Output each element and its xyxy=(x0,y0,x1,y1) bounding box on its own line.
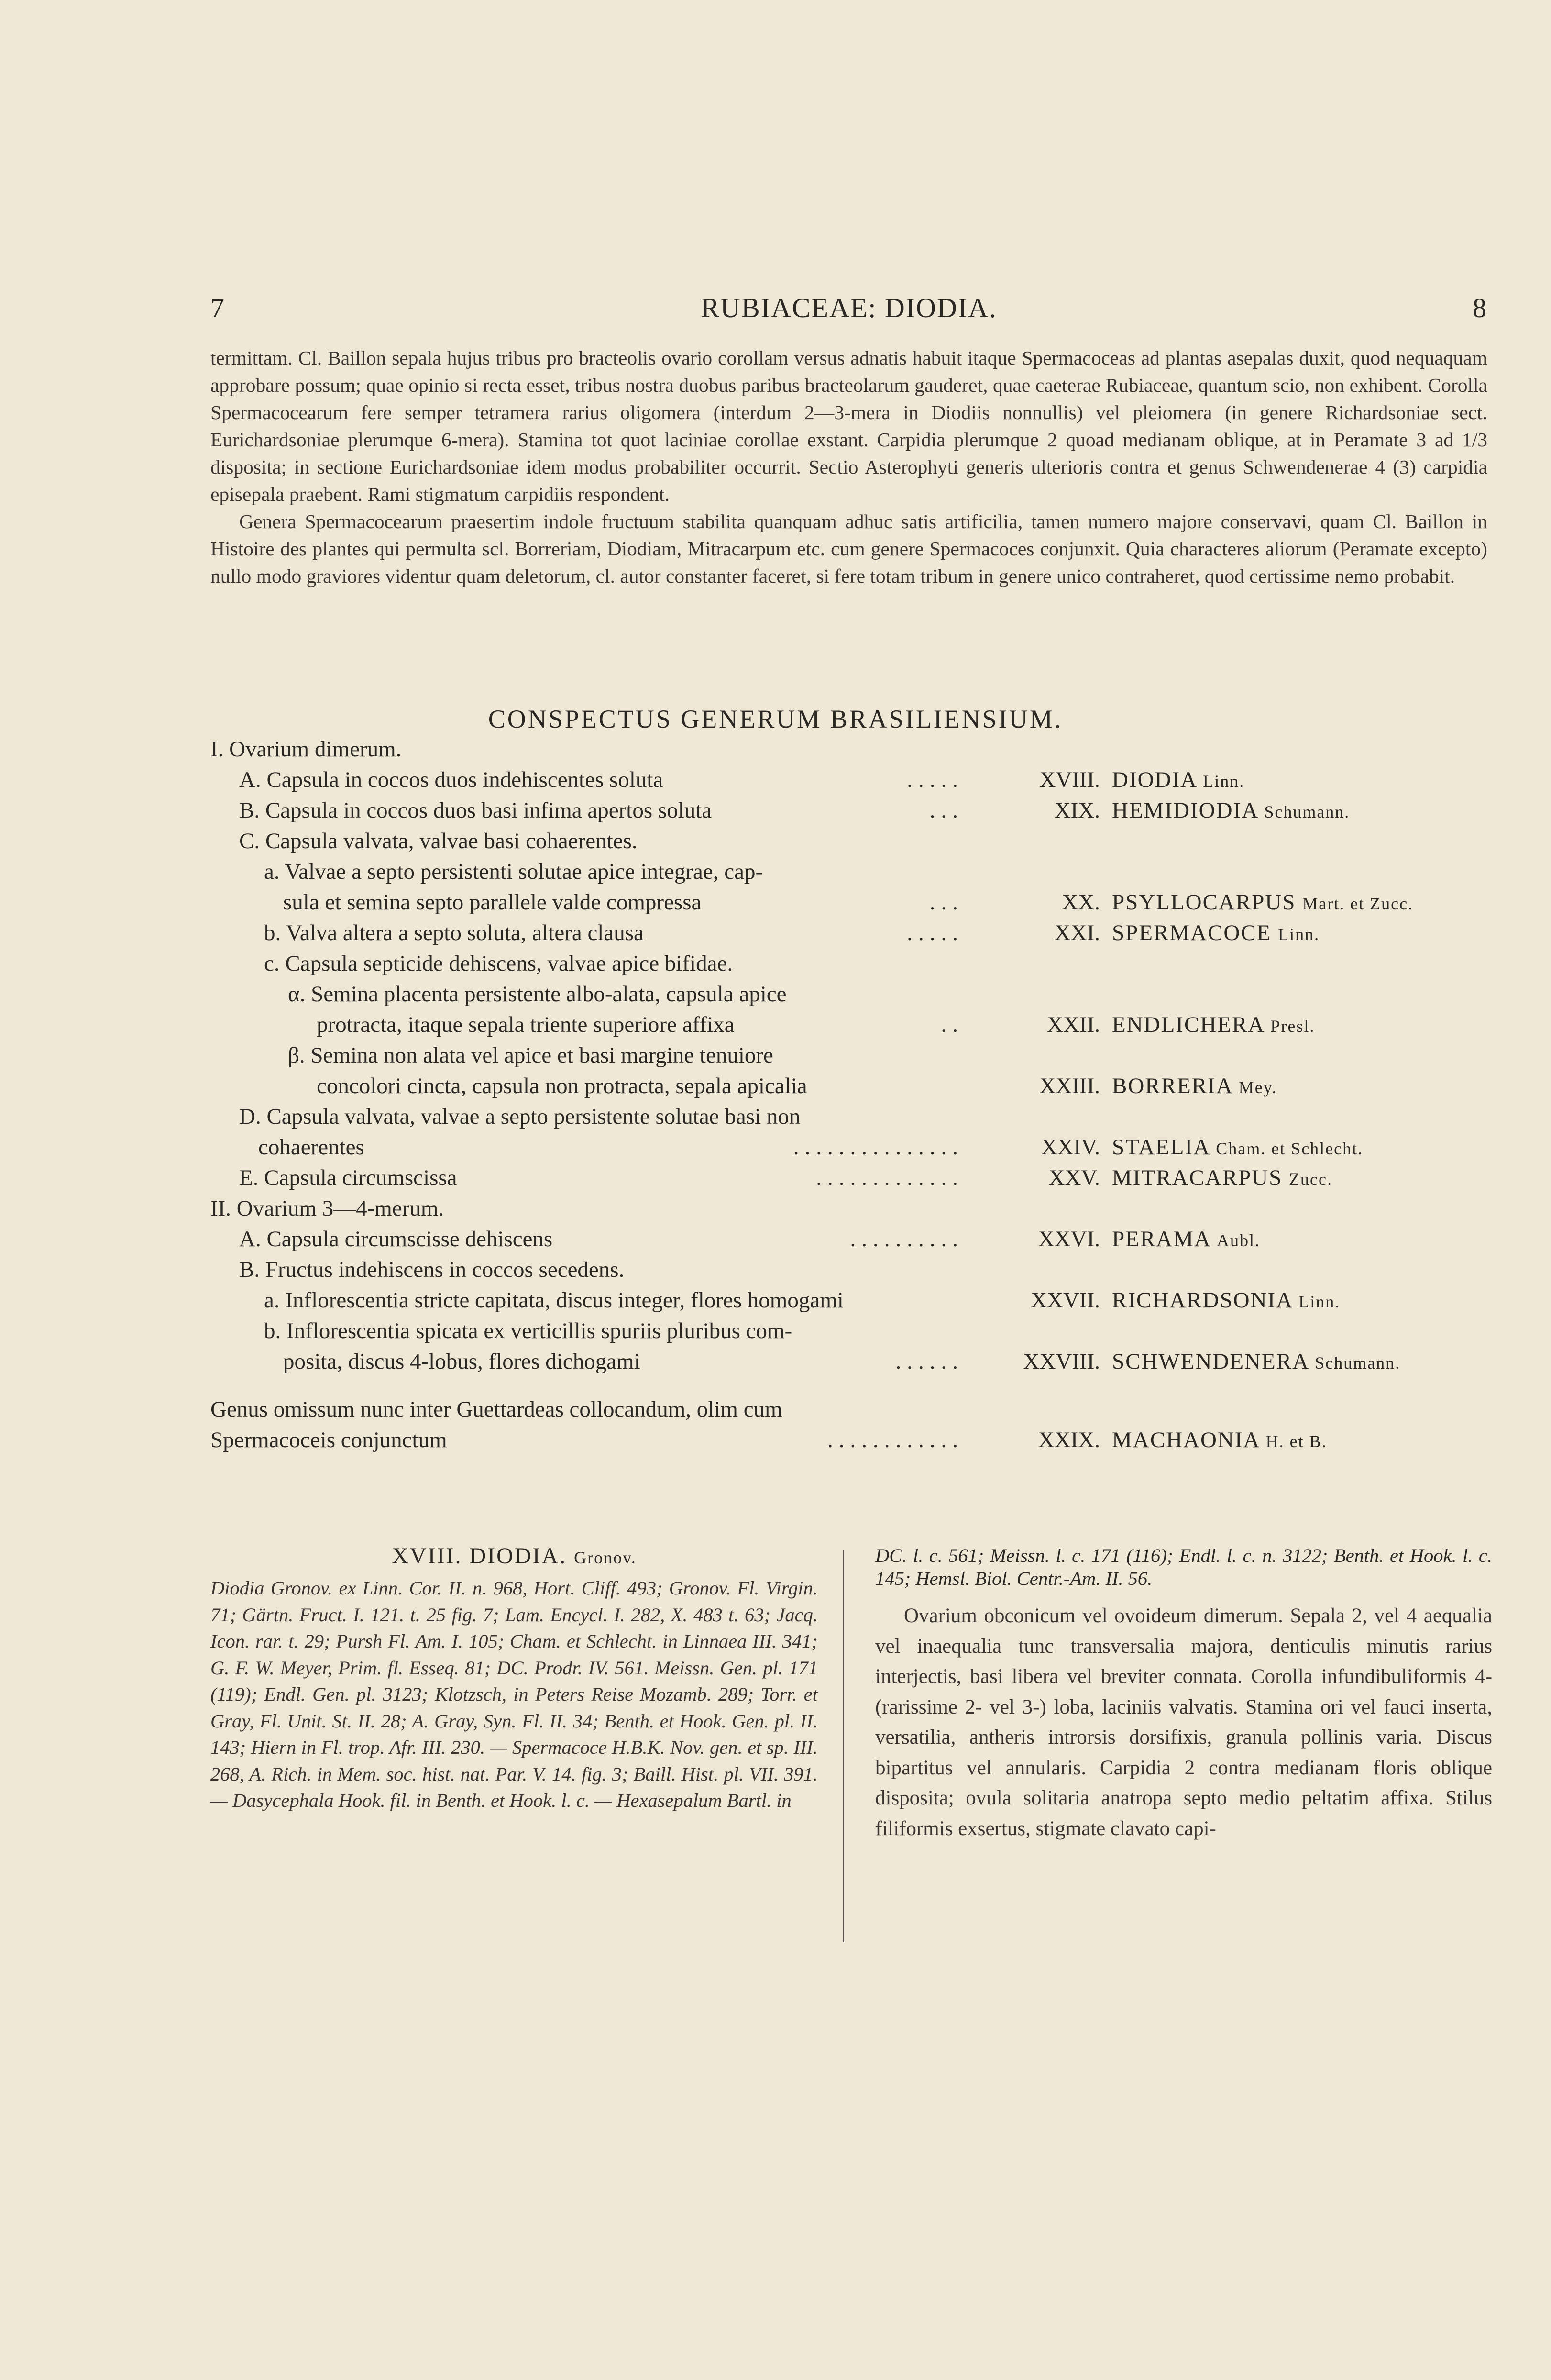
key-genus-title: PERAMA xyxy=(1112,1227,1210,1251)
key-row xyxy=(210,1346,1492,1377)
key-row xyxy=(210,1224,1492,1254)
key-label: E. Capsula circumscissa xyxy=(239,1165,457,1190)
key-genus-name xyxy=(1112,918,1320,950)
key-row xyxy=(210,1162,1492,1193)
key-genus-name xyxy=(1112,887,1413,919)
key-genus-number: XXIV. xyxy=(1041,1135,1100,1160)
key-genus-name xyxy=(1112,1162,1332,1195)
key-genus-name xyxy=(1112,764,1244,797)
key-row xyxy=(210,948,1492,979)
column-divider xyxy=(843,1550,844,1942)
key-genus-name xyxy=(1112,1009,1315,1041)
key-genus-name xyxy=(1112,1346,1400,1378)
key-genus-title: SCHWENDENERA xyxy=(1112,1349,1309,1374)
key-genus-name xyxy=(1112,1425,1327,1457)
key-genus-number: XVIII. xyxy=(1039,767,1100,792)
key-genus-author: Aubl. xyxy=(1217,1231,1261,1250)
key-label: b. Inflorescentia spicata ex verticillis spuriis pluribus com- xyxy=(264,1318,792,1343)
page-number-left: 7 xyxy=(210,292,225,323)
key-genus-number: XXV. xyxy=(1048,1165,1100,1190)
key-row xyxy=(210,1193,1492,1224)
key-genus-name xyxy=(1112,1224,1260,1256)
key-genus-number: XXVIII. xyxy=(1023,1349,1100,1374)
key-genus-author: H. et B. xyxy=(1265,1432,1327,1451)
key-label: II. Ovarium 3—4-merum. xyxy=(210,1196,444,1221)
right-column xyxy=(875,1544,1492,1844)
conspectus-key xyxy=(210,734,1492,1455)
key-leader-dots: ..... xyxy=(907,920,964,945)
key-genus-author: Cham. et Schlecht. xyxy=(1216,1139,1364,1158)
key-genus-name xyxy=(1112,1285,1340,1317)
key-genus-title: DIODIA xyxy=(1112,767,1197,792)
key-leader-dots: ... xyxy=(929,798,964,823)
left-column xyxy=(210,1543,818,1814)
genus-heading-author: Gronov. xyxy=(574,1548,637,1567)
key-genus-title: SPERMACOCE xyxy=(1112,920,1272,945)
key-genus-number: XXII. xyxy=(1047,1012,1100,1037)
genus-description: Ovarium obconicum vel ovoideum dimerum. Sepala 2, vel 4 aequalia vel inaequalia tunc transversalia majora, denticulis minutis rarius interjectis, basi libera vel breviter connata. Corolla infundibuliformis 4- (rarissime 2- vel 3-) loba, laciniis valvatis. Stamina ori vel fauci inserta, versatilia, antheris introrsis dorsifixis, granula pollinis varia. Discus bipartitus vel annularis. Carpidia 2 contra medianam floris oblique disposita; ovula solitaria anatropa septo medio peltatim affixa. Stilus filiformis exsertus, stigmate clavato capi- xyxy=(875,1605,1492,1840)
key-genus-title: STAELIA xyxy=(1112,1135,1210,1160)
key-leader-dots: ...... xyxy=(895,1349,964,1374)
key-genus-author: Presl. xyxy=(1270,1017,1315,1036)
intro-text xyxy=(210,344,1487,590)
key-label: A. Capsula in coccos duos indehiscentes soluta xyxy=(239,767,663,792)
synonymy-text: Diodia Gronov. ex Linn. Cor. II. n. 968, Hort. Cliff. 493; Gronov. Fl. Virgin. 71; Gärtn. Fruct. I. 121. t. 25 fig. 7; Lam. Encycl. I. 282, X. 483 t. 63; Jacq. Icon. rar. t. 29; Pursh Fl. Am. I. 105; Cham. et Schlecht. in Linnaea III. 341; G. F. W. Meyer, Prim. fl. Esseq. 81; DC. Prodr. IV. 561. Meissn. Gen. pl. 171 (119); Endl. Gen. pl. 3123; Klotzsch, in Peters Reise Mozamb. 289; Torr. et Gray, Fl. Unit. St. II. 28; A. Gray, Syn. Fl. II. 34; Benth. et Hook. Gen. pl. II. 143; Hiern in Fl. trop. Afr. III. 230. — Spermacoce H.B.K. Nov. gen. et sp. III. 268, A. Rich. in Mem. soc. hist. nat. Par. V. 14. fig. 3; Baill. Hist. pl. VII. 391. — Dasycephala Hook. fil. in Benth. et Hook. l. c. — Hexasepalum Bartl. in xyxy=(210,1577,818,1811)
key-label: b. Valva altera a septo soluta, altera clausa xyxy=(264,920,644,945)
key-genus-title: PSYLLOCARPUS xyxy=(1112,890,1296,915)
key-genus-author: Zucc. xyxy=(1289,1170,1333,1189)
key-label: I. Ovarium dimerum. xyxy=(210,737,402,762)
key-genus-title: HEMIDIODIA xyxy=(1112,798,1258,823)
key-row xyxy=(210,1009,1492,1040)
key-row xyxy=(210,918,1492,948)
key-genus-author: Linn. xyxy=(1278,925,1320,944)
key-leader-dots: .. xyxy=(941,1012,964,1037)
key-row xyxy=(210,1071,1492,1101)
key-label: posita, discus 4-lobus, flores dichogami xyxy=(283,1349,640,1374)
key-row xyxy=(210,1285,1492,1316)
genus-heading-name: DIODIA. xyxy=(469,1543,567,1569)
key-row xyxy=(210,887,1492,918)
key-row xyxy=(210,795,1492,826)
key-label: sula et semina septo parallele valde compressa xyxy=(283,890,702,915)
key-label: B. Fructus indehiscens in coccos secedens. xyxy=(239,1257,625,1282)
key-genus-number: XIX. xyxy=(1054,798,1100,823)
key-genus-number: XXI. xyxy=(1054,920,1100,945)
key-row xyxy=(210,1425,1492,1455)
key-label: concolori cincta, capsula non protracta, sepala apicalia xyxy=(317,1074,807,1098)
key-genus-name xyxy=(1112,795,1350,827)
key-genus-name xyxy=(1112,1071,1277,1103)
key-row xyxy=(210,1394,1492,1425)
key-genus-title: BORRERIA xyxy=(1112,1074,1232,1098)
key-row xyxy=(210,734,1492,764)
key-genus-title: MACHAONIA xyxy=(1112,1428,1259,1452)
key-label: B. Capsula in coccos duos basi infima apertos soluta xyxy=(239,798,712,823)
key-label: a. Valvae a septo persistenti solutae apice integrae, cap- xyxy=(264,859,763,884)
genus-heading xyxy=(210,1543,818,1569)
key-label: protracta, itaque sepala triente superiore affixa xyxy=(317,1012,735,1037)
key-genus-author: Mey. xyxy=(1238,1078,1277,1097)
key-genus-title: RICHARDSONIA xyxy=(1112,1288,1292,1313)
running-header xyxy=(210,292,1487,330)
key-genus-name xyxy=(1112,1132,1363,1164)
key-genus-author: Linn. xyxy=(1298,1292,1341,1311)
key-row xyxy=(210,1254,1492,1285)
key-leader-dots: ... xyxy=(929,890,964,915)
synonymy-continuation: DC. l. c. 561; Meissn. l. c. 171 (116); Endl. l. c. n. 3122; Benth. et Hook. l. c. 145; Hemsl. Biol. Centr.-Am. II. 56. xyxy=(875,1545,1492,1589)
key-row xyxy=(210,1132,1492,1162)
key-leader-dots: ............. xyxy=(816,1165,964,1190)
key-leader-dots: .......... xyxy=(850,1227,964,1251)
key-label: C. Capsula valvata, valvae basi cohaerentes. xyxy=(239,829,638,853)
key-label: D. Capsula valvata, valvae a septo persistente solutae basi non xyxy=(239,1104,801,1129)
key-genus-number: XX. xyxy=(1062,890,1100,915)
key-row xyxy=(210,856,1492,887)
key-genus-author: Schumann. xyxy=(1315,1353,1401,1373)
key-row xyxy=(210,979,1492,1009)
conspectus-title: CONSPECTUS GENERUM BRASILIENSIUM. xyxy=(488,705,1063,733)
key-label: c. Capsula septicide dehiscens, valvae apice bifidae. xyxy=(264,951,733,976)
page-number-right: 8 xyxy=(1473,292,1487,323)
genus-heading-number: XVIII. xyxy=(392,1543,462,1569)
key-genus-number: XXIX. xyxy=(1038,1428,1100,1452)
key-genus-number: XXVII. xyxy=(1031,1288,1100,1313)
intro-paragraph-2: Genera Spermacocearum praesertim indole fructuum stabilita quanquam adhuc satis artificilia, tamen numero majore conservavi, quam Cl. Baillon in Histoire des plantes qui permulta scl. Borreriam, Diodiam, Mitracarpum etc. cum genere Spermacoces conjunxit. Quia characteres aliorum (Peramate excepto) nullo modo graviores videntur quam deletorum, cl. autor constanter faceret, si fere totam tribum in genere unico contraheret, quod certissime nemo probabit. xyxy=(210,510,1487,587)
key-leader-dots: ..... xyxy=(907,767,964,792)
key-genus-title: MITRACARPUS xyxy=(1112,1165,1283,1190)
key-genus-author: Mart. et Zucc. xyxy=(1302,894,1414,913)
key-label: Spermacoceis conjunctum xyxy=(210,1428,447,1452)
key-leader-dots: ............... xyxy=(793,1135,964,1160)
key-label: a. Inflorescentia stricte capitata, discus integer, flores homogami xyxy=(264,1288,844,1313)
key-genus-author: Schumann. xyxy=(1264,802,1350,821)
key-genus-number: XXIII. xyxy=(1039,1074,1100,1098)
key-label: A. Capsula circumscisse dehiscens xyxy=(239,1227,553,1251)
key-row xyxy=(210,826,1492,856)
key-label: α. Semina placenta persistente albo-alata, capsula apice xyxy=(288,982,787,1007)
key-row xyxy=(210,1316,1492,1346)
key-genus-number: XXVI. xyxy=(1038,1227,1100,1251)
key-leader-dots: ............ xyxy=(827,1428,964,1452)
running-title: RUBIACEAE: DIODIA. xyxy=(701,292,997,323)
key-row xyxy=(210,1101,1492,1132)
key-label: β. Semina non alata vel apice et basi margine tenuiore xyxy=(288,1043,773,1068)
key-label: Genus omissum nunc inter Guettardeas collocandum, olim cum xyxy=(210,1397,782,1422)
key-genus-title: ENDLICHERA xyxy=(1112,1012,1264,1037)
key-label: cohaerentes xyxy=(258,1135,364,1160)
intro-paragraph-1: termittam. Cl. Baillon sepala hujus tribus pro bracteolis ovario corollam versus adnatis habuit itaque Spermacoceas ad plantas asepalas duxit, quod nequaquam approbare possum; quae opinio si recta esset, tribus nostra duobus paribus bracteolarum gauderet, quae caeterae Rubiaceae, quantum scio, non exhibent. Corolla Spermacocearum fere semper tetramera rarius oligomera (interdum 2—3-mera in Diodiis nonnullis) vel pleiomera (in genere Richardsoniae sect. Eurichardsoniae plerumque 6-mera). Stamina tot quot laciniae corollae exstant. Carpidia plerumque 2 quoad medianam oblique, at in Peramate 3 ad 1/3 disposita; in sectione Eurichardsoniae idem modus probabiliter occurrit. Sectio Asterophyti generis ulterioris contra et genus Schwendenerae 4 (3) carpidia episepala praebent. Rami stigmatum carpidiis respondent. xyxy=(210,347,1487,505)
key-row xyxy=(210,1040,1492,1071)
key-genus-author: Linn. xyxy=(1203,772,1245,791)
key-row xyxy=(210,764,1492,795)
